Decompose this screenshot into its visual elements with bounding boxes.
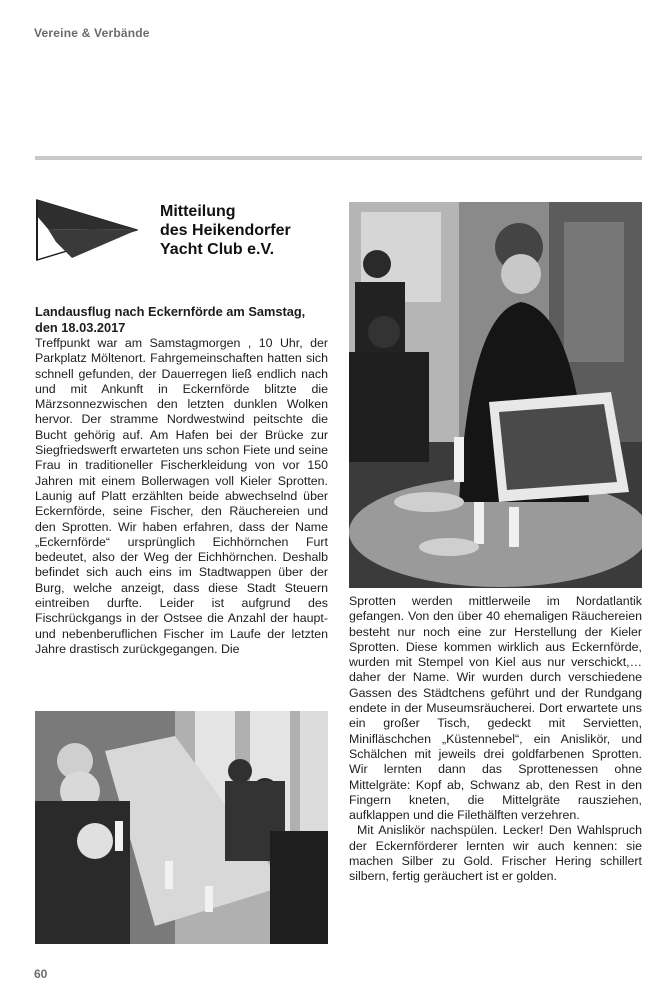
article-right-column	[349, 594, 642, 885]
article-body-left: Treffpunkt war am Samstagmorgen , 10 Uhr, der Parkplatz Möltenort. Fahrgemeinschaften hatten sich schnell gefunden, der Dauerregen ließ endlich nach und mit Ankunft in Eckernförde blitzte die Märzsonnezwischen den letzten dunklen Wolken hervor. Der stramme Nordwestwind peitschte die Bucht gehörig auf. Am Hafen bei der Brücke zur Siegfriedswerft erwarteten uns schon Fiete und seine Frau in traditioneller Fischerkleidung von vor 150 Jahren mit einem Bollerwagen voll Kieler Sprotten. Launig auf Platt erzählten beide abwechselnd über Eckernförde, seine Fischer, den Räuchereien und den Sprotten. Wir haben erfahren, dass der Name „Eckernförde“ ursprünglich Eichhörnchen Furt bedeutet, also der Weg der Eichhörnchen. Deshalb befindet sich auch eins im Stadtwappen über der Burg, welche anzeigt, dass diese Stadt Steuern eintreiben durfte. Leider ist aufgrund des Fischrückgangs in der Ostsee die Anzahl der haupt- und nebenberuflichen Fischer im Laufe der letzten Jahre drastisch zurückgegangen. Die	[35, 336, 328, 656]
article-left-column	[35, 304, 328, 657]
page-number: 60	[34, 967, 48, 981]
club-title-line: des Heikendorfer	[160, 222, 291, 239]
article-body-right-paragraph: Sprotten werden mittlerweile im Nordatlantik gefangen. Von den über 40 ehemaligen Räuchereien besteht nur noch eine zur Herstellung der Kieler Sprotten. Diese kommen wirklich aus Eckernförde, wurden mit Stempel von Kiel aus nur verschickt,… daher der Name. Wir wurden durch verschiedene Gassen des Städtchens geführt und der Rundgang endete in der Museumsräucherei. Dort erwartete uns ein großer Tisch, gedeckt mit Servietten, Minifläschchen „Küstennebel“, ein Anislikör, und Schälchen mit jeweils drei goldfarbenen Sprotten. Wir lernten dann das Sprottenessen ohne Mittelgräte: Kopf ab, Schwanz ab, den Rest in den Fingern kneten, die Mittelgräte rausziehen, aufklappen und die Filethälften verzehren.	[349, 594, 642, 823]
article-body-right-paragraph: Mit Anislikör nachspülen. Lecker! Den Wahlspruch der Eckernförderer lernten wir auch kennen: sie machen Silber zu Gold. Frischer Hering schillert silbern, fertig geräuchert ist er golden.	[349, 823, 642, 884]
article-headline: Landausflug nach Eckernförde am Samstag, den 18.03.2017	[35, 304, 306, 335]
club-title-line: Yacht Club e.V.	[160, 241, 275, 258]
club-title-line: Mitteilung	[160, 203, 236, 220]
club-burgee-logo	[36, 198, 138, 262]
photo-smokehouse-sprats	[349, 202, 642, 588]
section-label: Vereine & Verbände	[34, 26, 150, 40]
club-title	[160, 202, 330, 259]
photo-museum-table	[35, 711, 328, 944]
header-divider	[35, 156, 642, 160]
